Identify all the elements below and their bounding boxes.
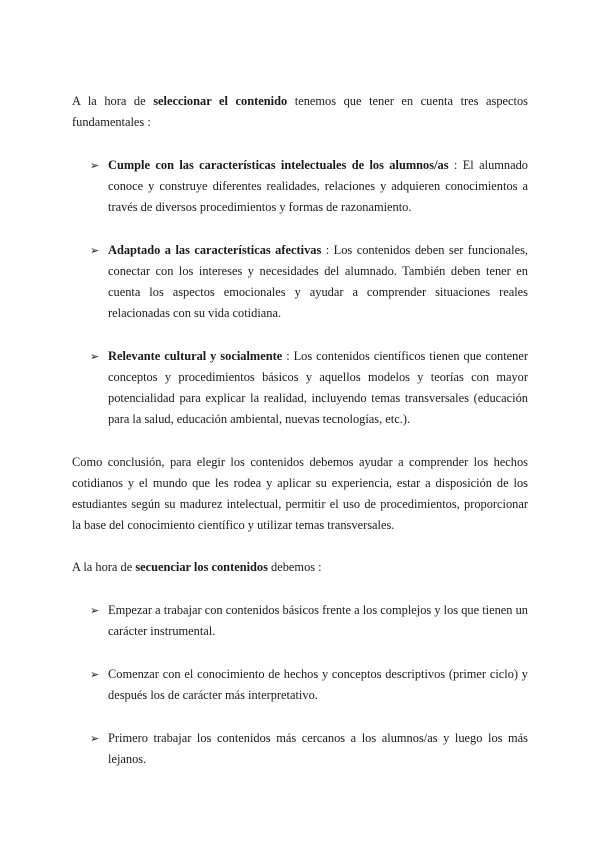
arrow-bullet-icon: ➢ xyxy=(90,668,100,681)
sequence-text: Primero trabajar los contenidos más cercanos a los alumnos/as y luego los más lejanos. xyxy=(108,731,528,766)
arrow-bullet-icon: ➢ xyxy=(90,159,100,172)
sequence-intro-suffix: debemos : xyxy=(267,560,322,574)
sequence-intro-prefix: A la hora de xyxy=(72,560,136,574)
document-page xyxy=(72,91,528,770)
intro-suffix: tenemos que tener en cuenta tres aspectos fundamentales : xyxy=(72,94,528,129)
sequence-intro-bold-term: secuenciar los contenidos xyxy=(135,560,268,574)
aspect-item xyxy=(72,346,528,430)
intro-bold-term: seleccionar el contenido xyxy=(153,94,288,108)
aspect-title: Adaptado a las características afectivas xyxy=(108,243,322,257)
sequence-intro-paragraph xyxy=(72,557,528,578)
aspect-text: : Los contenidos científicos tienen que contener conceptos y procedimientos básicos y aquellos modelos y teorías con mayor potencialidad para explicar la realidad, incluyendo temas transversales (educación para la salud, educación ambiental, nuevas tecnologías, etc.). xyxy=(108,349,528,426)
intro-prefix: A la hora de xyxy=(72,94,154,108)
aspect-title: Relevante cultural y socialmente xyxy=(108,349,283,363)
conclusion-paragraph: Como conclusión, para elegir los contenidos debemos ayudar a comprender los hechos cotidianos y el mundo que les rodea y aplicar su experiencia, estar a disposición de los estudiantes según su madurez intelectual, permitir el uso de procedimientos, proporcionar la base del conocimiento científico y utilizar temas transversales. xyxy=(72,455,528,532)
arrow-bullet-icon: ➢ xyxy=(90,244,100,257)
aspects-list xyxy=(72,155,528,430)
sequence-text: Comenzar con el conocimiento de hechos y conceptos descriptivos (primer ciclo) y después los de carácter más interpretativo. xyxy=(108,667,528,702)
aspect-item xyxy=(72,240,528,324)
arrow-bullet-icon: ➢ xyxy=(90,604,100,617)
aspect-item xyxy=(72,155,528,218)
aspect-text: : Los contenidos deben ser funcionales, conectar con los intereses y necesidades del alumnado. También deben tener en cuenta los aspectos emocionales y ayudar a comprender situaciones reales relacionadas con su vida cotidiana. xyxy=(108,243,528,320)
sequence-text: Empezar a trabajar con contenidos básicos frente a los complejos y los que tienen un carácter instrumental. xyxy=(108,603,528,638)
aspect-text: : El alumnado conoce y construye diferentes realidades, relaciones y adquieren conocimientos a través de diversos procedimientos y formas de razonamiento. xyxy=(108,158,528,214)
arrow-bullet-icon: ➢ xyxy=(90,732,100,745)
intro-paragraph xyxy=(72,91,528,133)
sequence-item xyxy=(72,600,528,642)
sequence-item xyxy=(72,664,528,706)
sequence-item xyxy=(72,728,528,770)
arrow-bullet-icon: ➢ xyxy=(90,350,100,363)
sequence-list xyxy=(72,600,528,770)
aspect-title: Cumple con las características intelectuales de los alumnos/as xyxy=(108,158,449,172)
